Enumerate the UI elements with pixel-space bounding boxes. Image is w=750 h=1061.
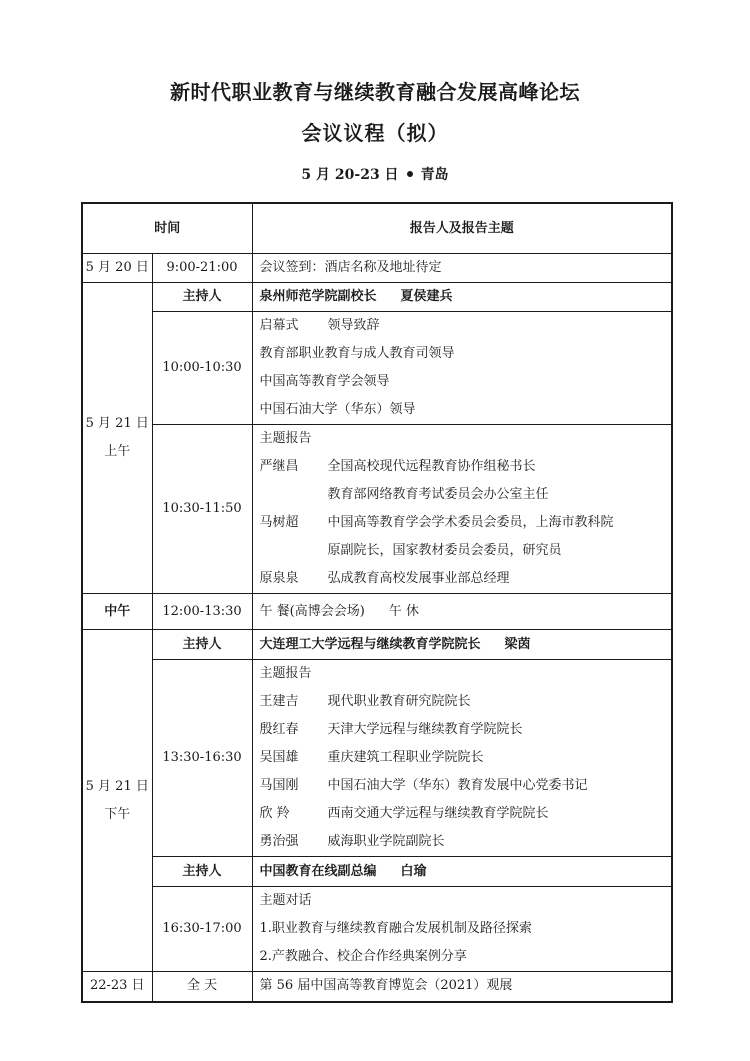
row-time: 10:30-11:50 xyxy=(152,425,252,594)
table-row xyxy=(82,660,672,857)
event-place: 青岛 xyxy=(420,167,449,183)
table-row xyxy=(82,312,672,425)
row-date: 5 月 20 日 xyxy=(82,254,152,283)
agenda-table xyxy=(81,202,673,1003)
table-row xyxy=(82,283,672,312)
row-content: 主题报告 王建吉 现代职业教育研究院院长 殷红春 天津大学远程与继续教育学院院长 吴国雄 重庆建筑工程职业学院院长 马国刚 中国石油大学（华东）教育发展中心党委书记 欣 羚 西南交通大学远程与继续教育学院院长 勇治强 威海职业学院副院长 xyxy=(252,660,672,857)
row-time: 10:00-10:30 xyxy=(152,312,252,425)
bullet-icon xyxy=(407,171,413,177)
table-row xyxy=(82,630,672,660)
row-content: 午 餐(高博会会场) 午 休 xyxy=(252,594,672,630)
row-time: 9:00-21:00 xyxy=(152,254,252,283)
row-content: 主题对话 1.职业教育与继续教育融合发展机制及路径探索 2.产教融合、校企合作经典案例分享 xyxy=(252,887,672,972)
row-date: 中午 xyxy=(82,594,152,630)
table-row xyxy=(82,857,672,887)
date-location xyxy=(0,164,750,184)
host-label: 主持人 xyxy=(152,857,252,887)
row-date: 5 月 21 日 下午 xyxy=(82,630,152,972)
host-label: 主持人 xyxy=(152,283,252,312)
row-content: 启幕式 领导致辞 教育部职业教育与成人教育司领导 中国高等教育学会领导 中国石油大学（华东）领导 xyxy=(252,312,672,425)
row-time: 13:30-16:30 xyxy=(152,660,252,857)
row-content: 主题报告 严继昌 全国高校现代远程教育协作组秘书长 教育部网络教育考试委员会办公室主任 马树超 中国高等教育学会学术委员会委员，上海市教科院 原副院长，国家教材委员会委员，研究员 原泉泉 弘成教育高校发展事业部总经理 xyxy=(252,425,672,594)
page-subtitle: 会议议程（拟） xyxy=(301,121,449,145)
row-content: 会议签到：酒店名称及地址待定 xyxy=(252,254,672,283)
row-content: 第 56 届中国高等教育博览会（2021）观展 xyxy=(252,972,672,1002)
event-date: 5 月 20-23 日 xyxy=(301,167,399,183)
row-date: 22-23 日 xyxy=(82,972,152,1002)
host-info: 中国教育在线副总编 白瑜 xyxy=(252,857,672,887)
host-label: 主持人 xyxy=(152,630,252,660)
host-info: 大连理工大学远程与继续教育学院院长 梁茵 xyxy=(252,630,672,660)
row-time: 12:00-13:30 xyxy=(152,594,252,630)
table-row xyxy=(82,594,672,630)
table-header-row xyxy=(82,203,672,254)
header-topic: 报告人及报告主题 xyxy=(252,203,672,254)
table-row xyxy=(82,887,672,972)
row-time: 16:30-17:00 xyxy=(152,887,252,972)
header-time: 时间 xyxy=(82,203,252,254)
row-time: 全 天 xyxy=(152,972,252,1002)
page-title: 新时代职业教育与继续教育融合发展高峰论坛 xyxy=(170,80,580,104)
host-info: 泉州师范学院副校长 夏侯建兵 xyxy=(252,283,672,312)
row-date: 5 月 21 日 上午 xyxy=(82,283,152,594)
table-row xyxy=(82,254,672,283)
table-row xyxy=(82,425,672,594)
table-row xyxy=(82,972,672,1002)
